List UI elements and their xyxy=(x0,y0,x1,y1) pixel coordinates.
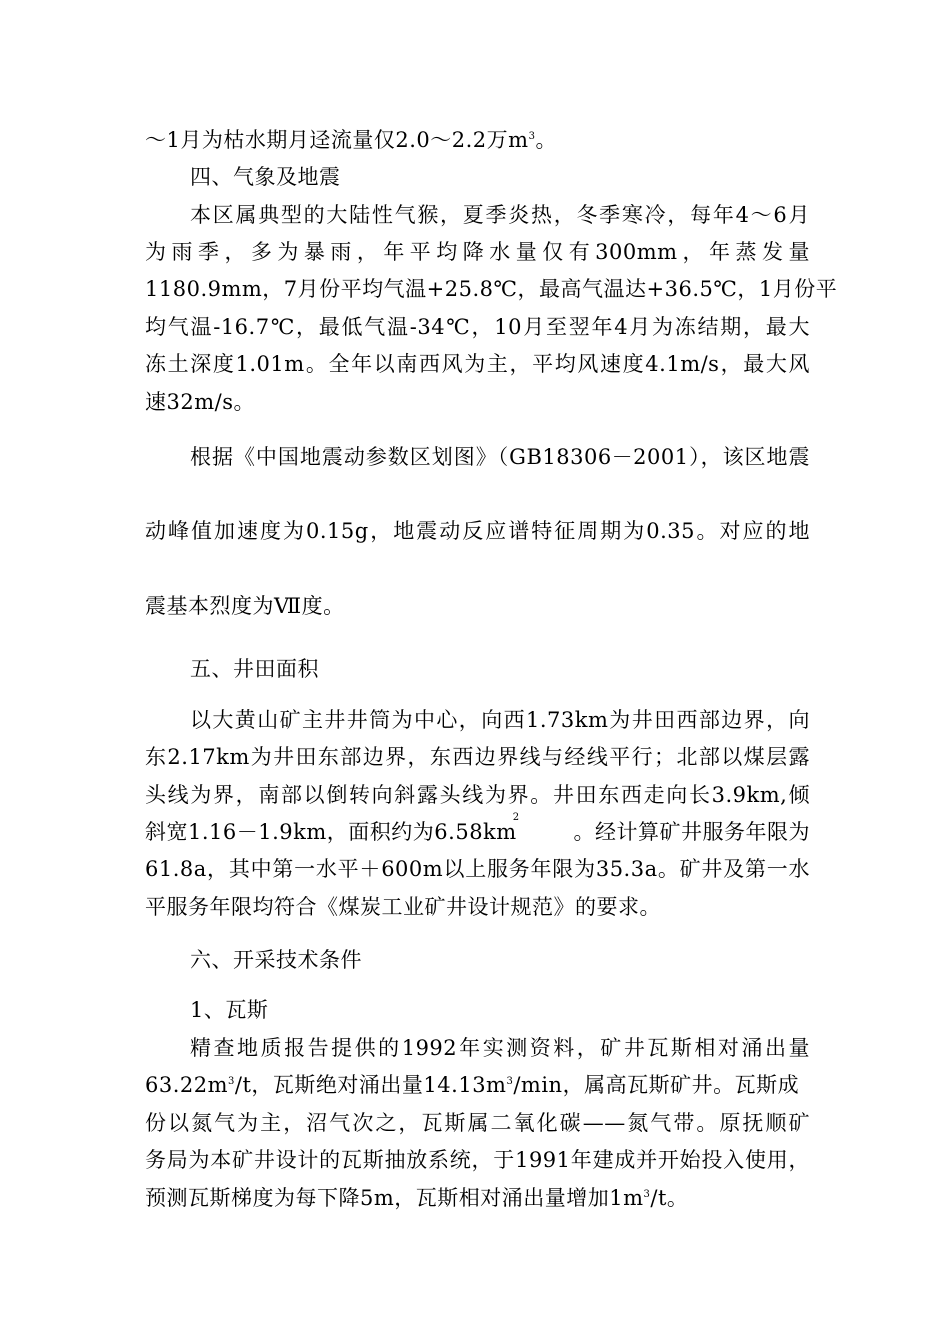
area-line-6: 平服务年限均符合《煤炭工业矿井设计规范》的要求。 xyxy=(145,895,661,919)
text-span: /min，属高瓦斯矿井。瓦斯成 xyxy=(513,1073,800,1097)
text-span: 63.22m xyxy=(145,1073,229,1097)
climate-line-4: 均气温-16.7℃，最低气温-34℃，10月至翌年4月为冻结期，最大 xyxy=(145,315,810,339)
superscript: 3 xyxy=(228,1076,235,1087)
section-heading-climate: 四、气象及地震 xyxy=(190,165,341,189)
superscript: 3 xyxy=(506,1076,514,1087)
climate-line-1: 本区属典型的大陆性气猴，夏季炎热，冬季寒冷，每年4～6月 xyxy=(190,203,810,227)
climate-line-6: 速32m/s。 xyxy=(145,390,255,414)
area-line-3: 头线为界，南部以倒转向斜露头线为界。井田东西走向长3.9km,倾 xyxy=(145,783,810,807)
area-line-5: 61.8a，其中第一水平＋600m以上服务年限为35.3a。矿井及第一水 xyxy=(145,857,810,881)
gas-line-2 xyxy=(145,1071,810,1099)
climate-line-3: 1180.9mm，7月份平均气温+25.8℃，最高气温达+36.5℃，1月份平 xyxy=(145,277,838,301)
climate-line-5: 冻土深度1.01m。全年以南西风为主，平均风速度4.1m/s，最大风 xyxy=(145,352,810,376)
superscript: 3 xyxy=(528,131,536,142)
section-heading-area: 五、井田面积 xyxy=(190,657,319,681)
text-span: 。经计算矿井服务年限为 xyxy=(573,820,810,844)
superscript: 3 xyxy=(643,1189,651,1200)
climate-line-2: 为雨季，多为暴雨，年平均降水量仅有300mm，年蒸发量 xyxy=(145,240,810,264)
gas-line-1: 精查地质报告提供的1992年实测资料，矿井瓦斯相对涌出量 xyxy=(190,1036,810,1060)
text-span: ～1月为枯水期月迳流量仅2.0～2.2万m xyxy=(145,128,529,152)
text-span: 斜宽1.16－1.9km，面积约为6.58km xyxy=(145,820,517,844)
seismic-line-2: 动峰值加速度为0.15g，地震动反应谱特征周期为0.35。对应的地 xyxy=(145,519,810,543)
gas-line-4: 务局为本矿井设计的瓦斯抽放系统，于1991年建成并开始投入使用， xyxy=(145,1148,810,1172)
area-line-4 xyxy=(145,812,810,846)
subheading-gas: 1、瓦斯 xyxy=(190,998,269,1022)
section-heading-mining-conditions: 六、开采技术条件 xyxy=(190,948,362,972)
area-line-1: 以大黄山矿主井井筒为中心，向西1.73km为井田西部边界，向 xyxy=(190,708,810,732)
area-line-2: 东2.17km为井田东部边界，东西边界线与经线平行；北部以煤层露 xyxy=(145,745,810,769)
text-span: /t。 xyxy=(650,1186,689,1210)
text-span: 预测瓦斯梯度为每下降5m，瓦斯相对涌出量增加1m xyxy=(145,1186,644,1210)
paragraph-runoff-tail xyxy=(145,126,810,154)
text-span: /t，瓦斯绝对涌出量14.13m xyxy=(234,1073,507,1097)
seismic-line-1: 根据《中国地震动参数区划图》（GB18306－2001），该区地震 xyxy=(190,445,810,469)
seismic-line-3: 震基本烈度为Ⅶ度。 xyxy=(145,594,345,618)
text-span: 。 xyxy=(535,128,557,152)
superscript: 2 xyxy=(512,812,520,823)
gas-line-5 xyxy=(145,1184,810,1212)
gas-line-3: 份以氮气为主，沼气次之，瓦斯属二氧化碳——氮气带。原抚顺矿 xyxy=(145,1111,810,1135)
